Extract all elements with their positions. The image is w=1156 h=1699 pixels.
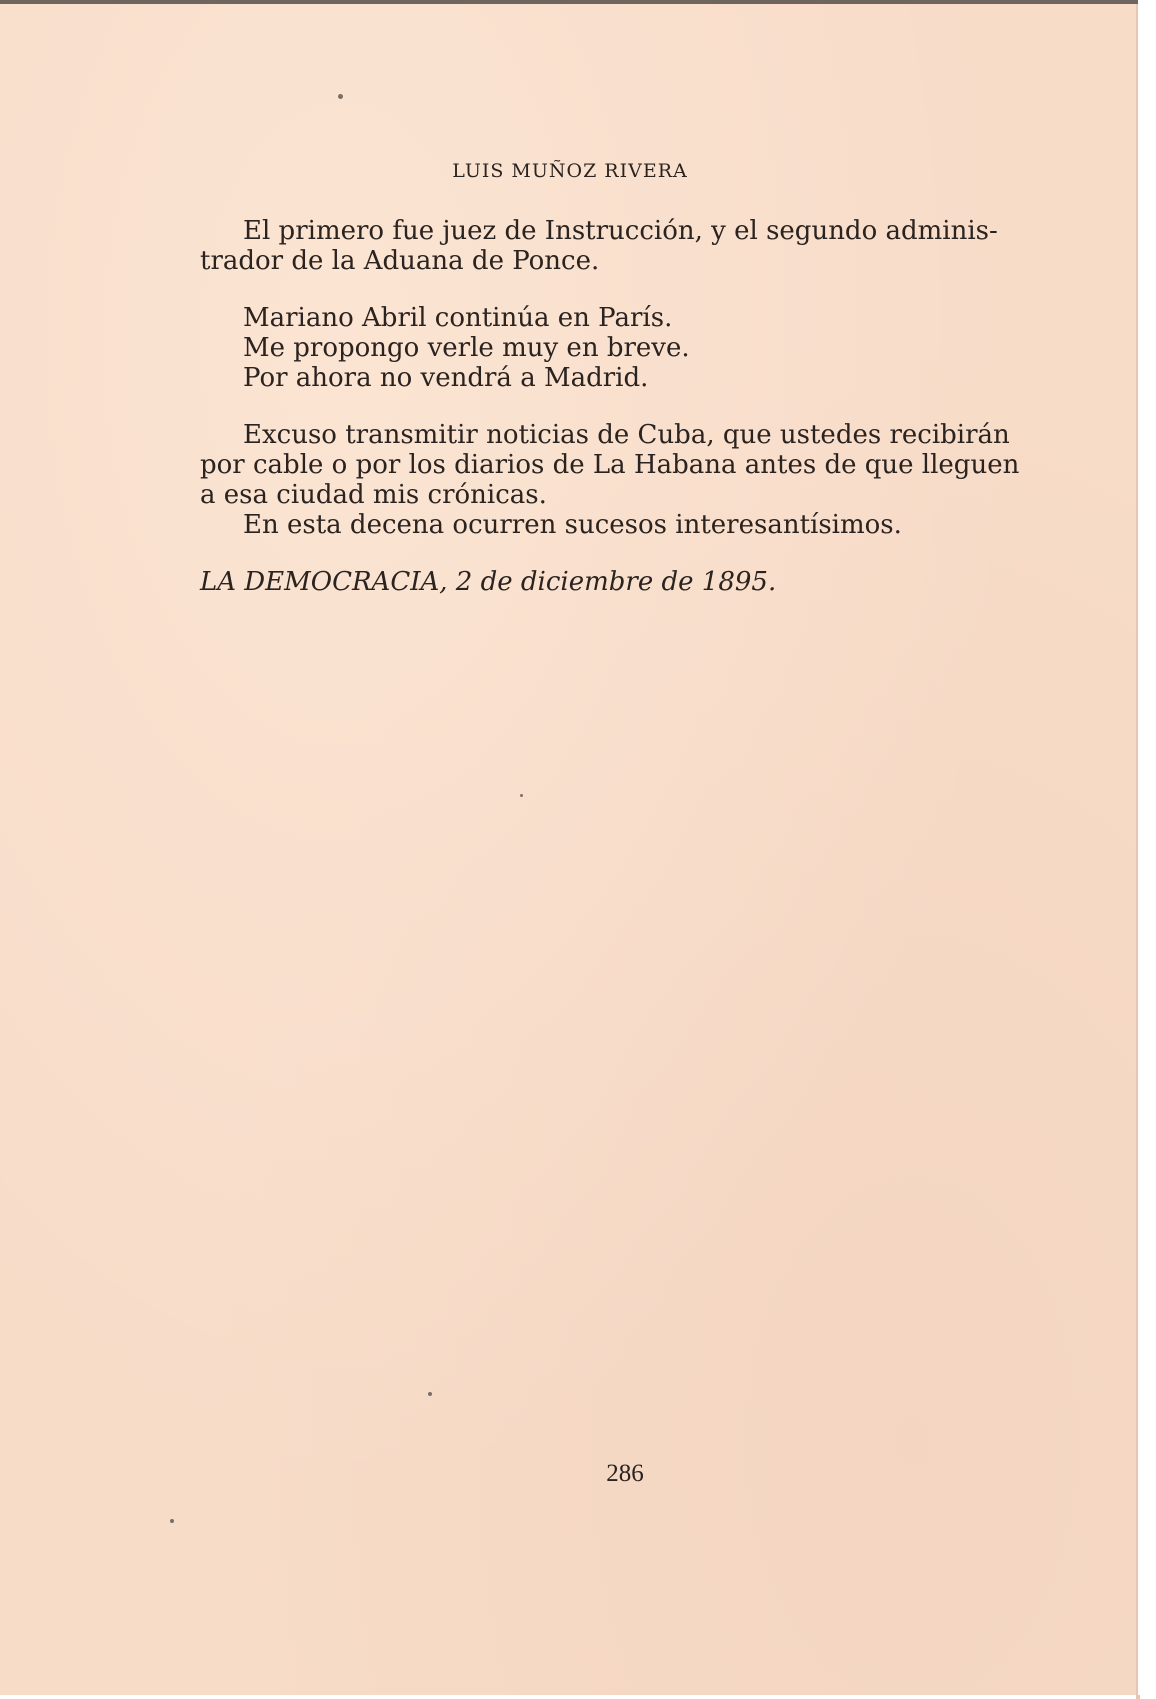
paragraph-line: por cable o por los diarios de La Habana antes de que lleguen bbox=[200, 450, 1020, 480]
paragraph-line: Por ahora no vendrá a Madrid. bbox=[243, 363, 649, 393]
ink-speck bbox=[520, 794, 523, 797]
paragraph-line: a esa ciudad mis crónicas. bbox=[200, 480, 547, 510]
paragraph-line: El primero fue juez de Instrucción, y el segundo adminis- bbox=[243, 216, 998, 246]
paragraph-line: trador de la Aduana de Ponce. bbox=[200, 246, 600, 276]
paragraph-line: Me propongo verle muy en breve. bbox=[243, 333, 690, 363]
scan-margin bbox=[1138, 0, 1156, 1695]
ink-speck bbox=[170, 1519, 174, 1523]
paragraph-line: Mariano Abril continúa en París. bbox=[243, 303, 673, 333]
ink-speck bbox=[338, 94, 343, 99]
body-text bbox=[200, 216, 1055, 597]
running-head: LUIS MUÑOZ RIVERA bbox=[452, 160, 688, 182]
paragraph-line: Excuso transmitir noticias de Cuba, que ustedes recibirán bbox=[243, 420, 1010, 450]
ink-speck bbox=[428, 1392, 432, 1396]
source-citation: LA DEMOCRACIA, 2 de diciembre de 1895. bbox=[200, 567, 777, 597]
page-number: 286 bbox=[606, 1460, 644, 1487]
paragraph-line: En esta decena ocurren sucesos interesantísimos. bbox=[243, 510, 902, 540]
